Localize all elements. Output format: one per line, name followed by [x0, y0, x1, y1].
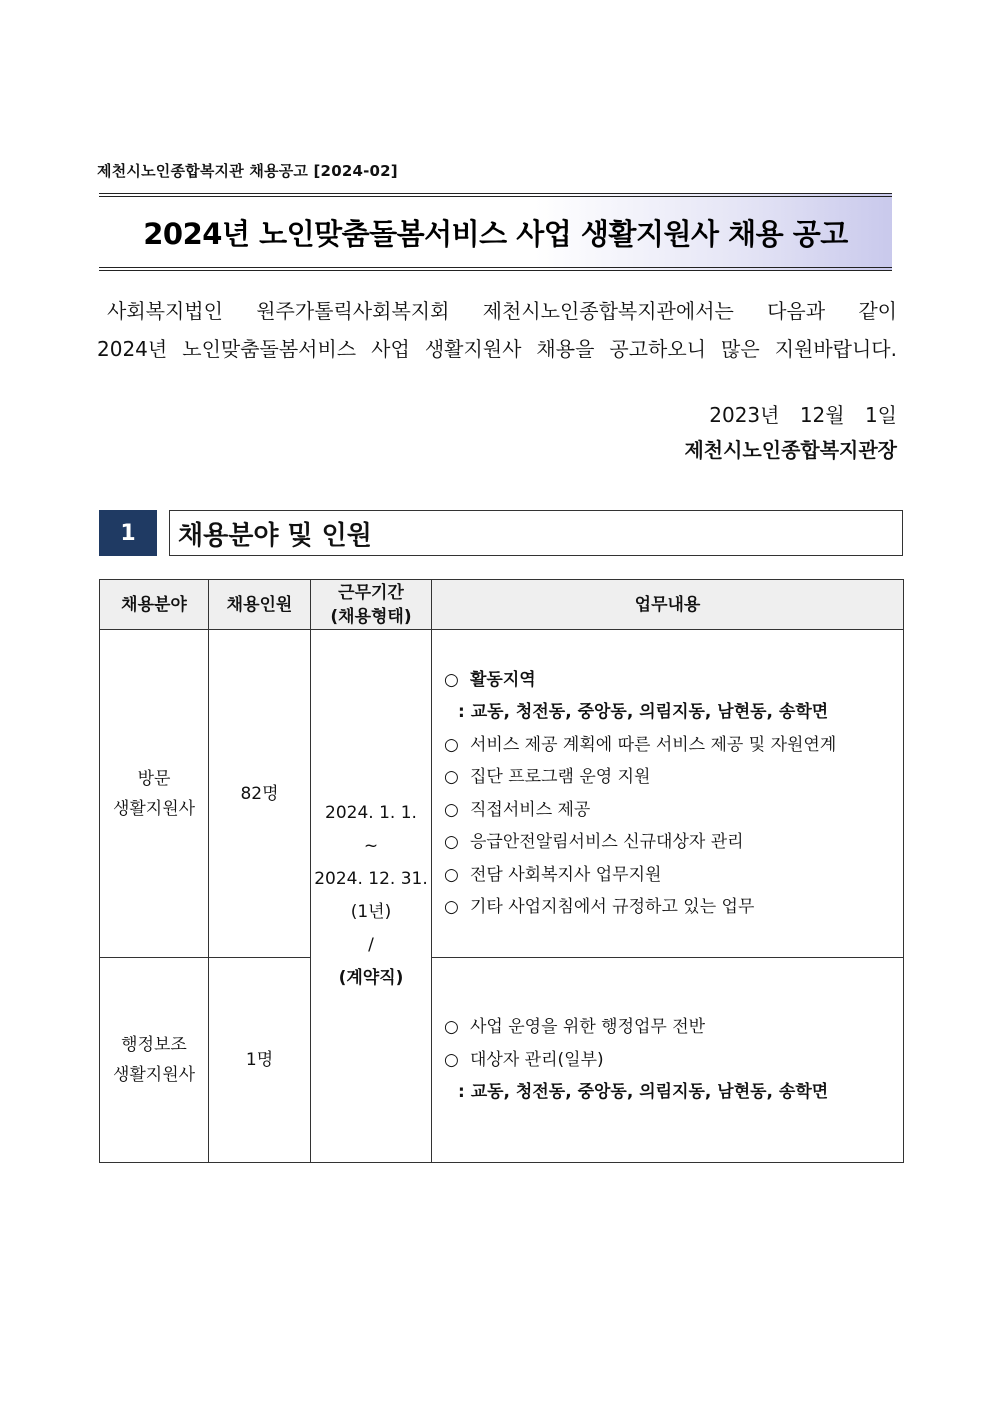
duties-cell [432, 630, 904, 958]
table-row [100, 630, 904, 958]
field-line1: 행정보조 [121, 1035, 187, 1055]
header-count: 채용인원 [209, 580, 311, 630]
header-field: 채용분야 [100, 580, 209, 630]
duties-cell [432, 958, 904, 1163]
list-item [444, 761, 903, 794]
notice-date: 2023년 12월 1일 [709, 403, 897, 427]
header-period [311, 580, 432, 630]
bullet-mark: ○ [444, 864, 459, 885]
bullet-mark: ○ [444, 832, 459, 852]
period-length: (1년) [350, 902, 392, 922]
area-detail: : 교동, 청전동, 중앙동, 의림지동, 남현동, 송학면 [458, 1082, 829, 1103]
bullet-mark: ○ [444, 734, 459, 755]
field-line2: 생활지원사 [112, 798, 196, 819]
period-start: 2024. 1. 1. [325, 803, 417, 823]
period-slash: / [368, 935, 374, 955]
list-item [444, 826, 903, 859]
area-detail: : 교동, 청전동, 중앙동, 의림지동, 남현동, 송학면 [458, 702, 829, 722]
bullet-mark: ○ [444, 669, 459, 690]
duty-text: 대상자 관리(일부) [470, 1049, 604, 1070]
duty-text: 전담 사회복지사 업무지원 [470, 864, 662, 885]
header-period-line2: (채용형태) [330, 606, 412, 627]
header-period-line1: 근무기간 [338, 582, 404, 603]
field-cell [100, 630, 209, 958]
bullet-mark: ○ [444, 1017, 459, 1038]
recruitment-table [99, 579, 904, 1163]
notice-reference: 제천시노인종합복지관 채용공고 [2024-02] [97, 162, 398, 180]
page-title: 2024년 노인맞춤돌봄서비스 사업 생활지원사 채용 공고 [143, 216, 848, 251]
header-duties: 업무내용 [432, 580, 904, 630]
period-cell [311, 630, 432, 1163]
period-end: 2024. 12. 31. [314, 869, 428, 889]
list-item [444, 1044, 903, 1077]
list-item [444, 859, 903, 892]
list-item [444, 729, 903, 762]
bullet-mark: ○ [444, 897, 459, 917]
title-banner [99, 193, 892, 271]
organization-signature: 제천시노인종합복지관장 [684, 438, 897, 462]
duty-text: 서비스 제공 계획에 따른 서비스 제공 및 자원연계 [470, 734, 837, 755]
bullet-mark: ○ [444, 767, 459, 787]
area-label: 활동지역 [470, 669, 536, 690]
duty-text: 기타 사업지침에서 규정하고 있는 업무 [470, 897, 755, 917]
duty-text: 응급안전알림서비스 신규대상자 관리 [470, 832, 744, 852]
section-number: 1 [99, 510, 157, 556]
section-title-box [169, 510, 903, 556]
duty-text: 직접서비스 제공 [470, 799, 591, 820]
duty-text: 사업 운영을 위한 행정업무 전반 [470, 1017, 706, 1038]
table-row [100, 958, 904, 1163]
section-title: 채용분야 및 인원 [178, 520, 372, 551]
intro-paragraph [97, 292, 897, 368]
bullet-mark: ○ [444, 1049, 459, 1070]
intro-line-2: 2024년 노인맞춤돌봄서비스 사업 생활지원사 채용을 공고하오니 많은 지원바랍니다. [97, 337, 897, 361]
field-line2: 생활지원사 [112, 1065, 196, 1085]
employment-type: (계약직) [338, 968, 404, 988]
section-1-header [99, 510, 903, 556]
intro-line-1: 사회복지법인 원주가톨릭사회복지회 제천시노인종합복지관에서는 다음과 같이 [107, 299, 897, 323]
period-tilde: ~ [363, 836, 379, 856]
count-cell: 1명 [209, 958, 311, 1163]
bullet-mark: ○ [444, 799, 459, 820]
list-item [444, 891, 903, 924]
list-item [444, 664, 903, 697]
field-cell [100, 958, 209, 1163]
list-item [444, 794, 903, 827]
list-item [444, 1011, 903, 1044]
duty-text: 집단 프로그램 운영 지원 [470, 767, 651, 787]
field-line1: 방문 [137, 768, 171, 789]
table-header-row [100, 580, 904, 630]
count-cell: 82명 [209, 630, 311, 958]
